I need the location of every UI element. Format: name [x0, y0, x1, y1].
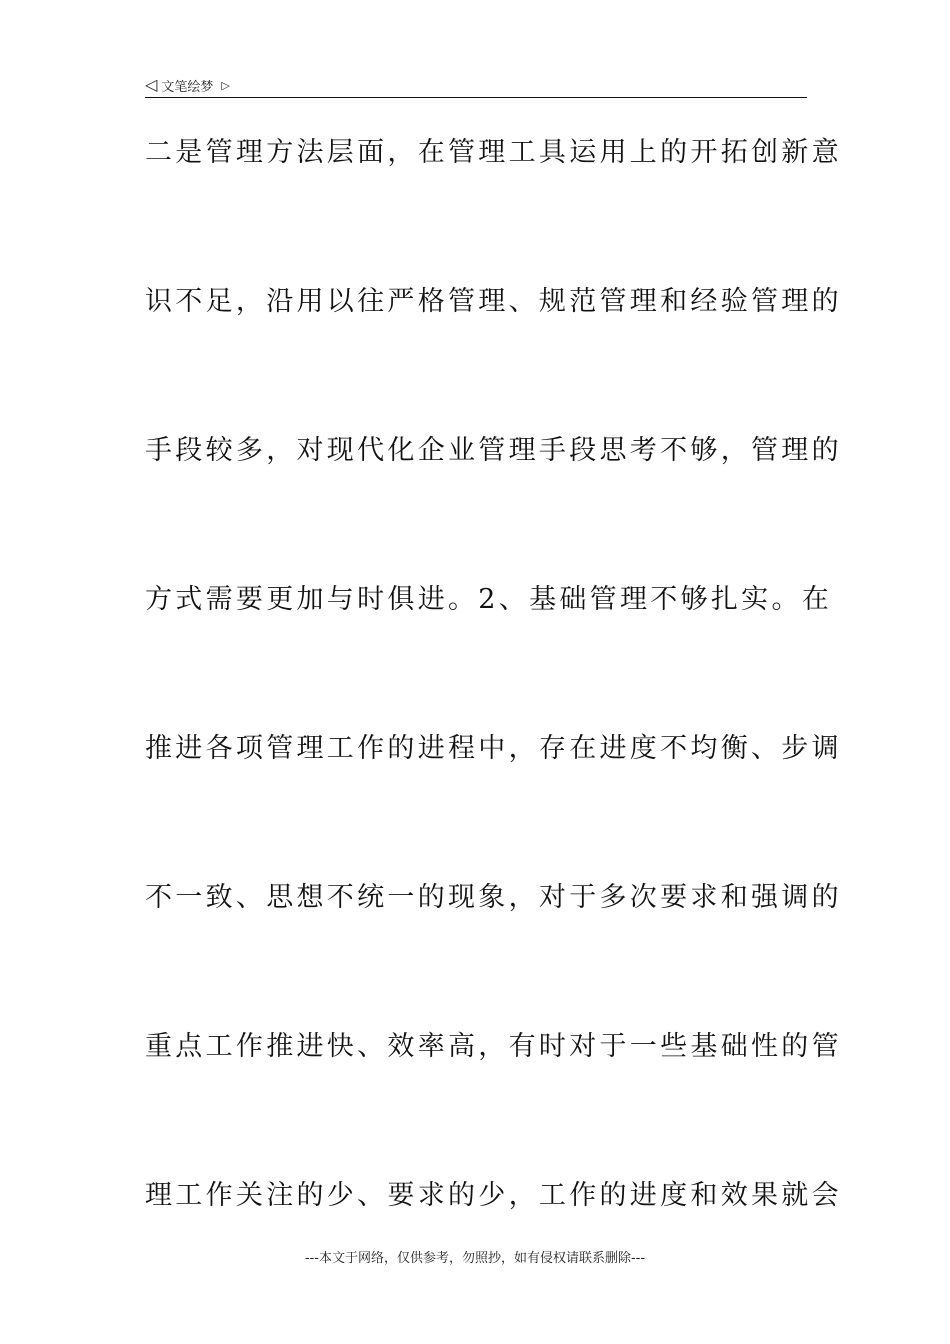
- body-line: 二是管理方法层面，在管理工具运用上的开拓创新意: [145, 137, 842, 168]
- body-line: 推进各项管理工作的进程中，存在进度不均衡、步调: [145, 733, 842, 764]
- triangle-left-icon: ◁: [145, 75, 158, 94]
- body-line: 识不足，沿用以往严格管理、规范管理和经验管理的: [145, 286, 842, 317]
- body-line: 重点工作推进快、效率高，有时对于一些基础性的管: [145, 1031, 842, 1062]
- body-line: 不一致、思想不统一的现象，对于多次要求和强调的: [145, 882, 842, 913]
- triangle-right-icon: ▷: [221, 78, 230, 92]
- body-line: 理工作关注的少、要求的少，工作的进度和效果就会: [145, 1180, 842, 1211]
- body-line: 手段较多，对现代化企业管理手段思考不够，管理的: [145, 435, 842, 466]
- body-line: 方式需要更加与时俱进。2、基础管理不够扎实。在: [145, 584, 833, 615]
- page-header: [145, 74, 807, 96]
- header-divider: [145, 97, 807, 98]
- page-footer: ---本文于网络，仅供参考，勿照抄，如有侵权请联系删除---: [304, 1251, 646, 1266]
- header-title: 文笔绘梦: [161, 79, 214, 95]
